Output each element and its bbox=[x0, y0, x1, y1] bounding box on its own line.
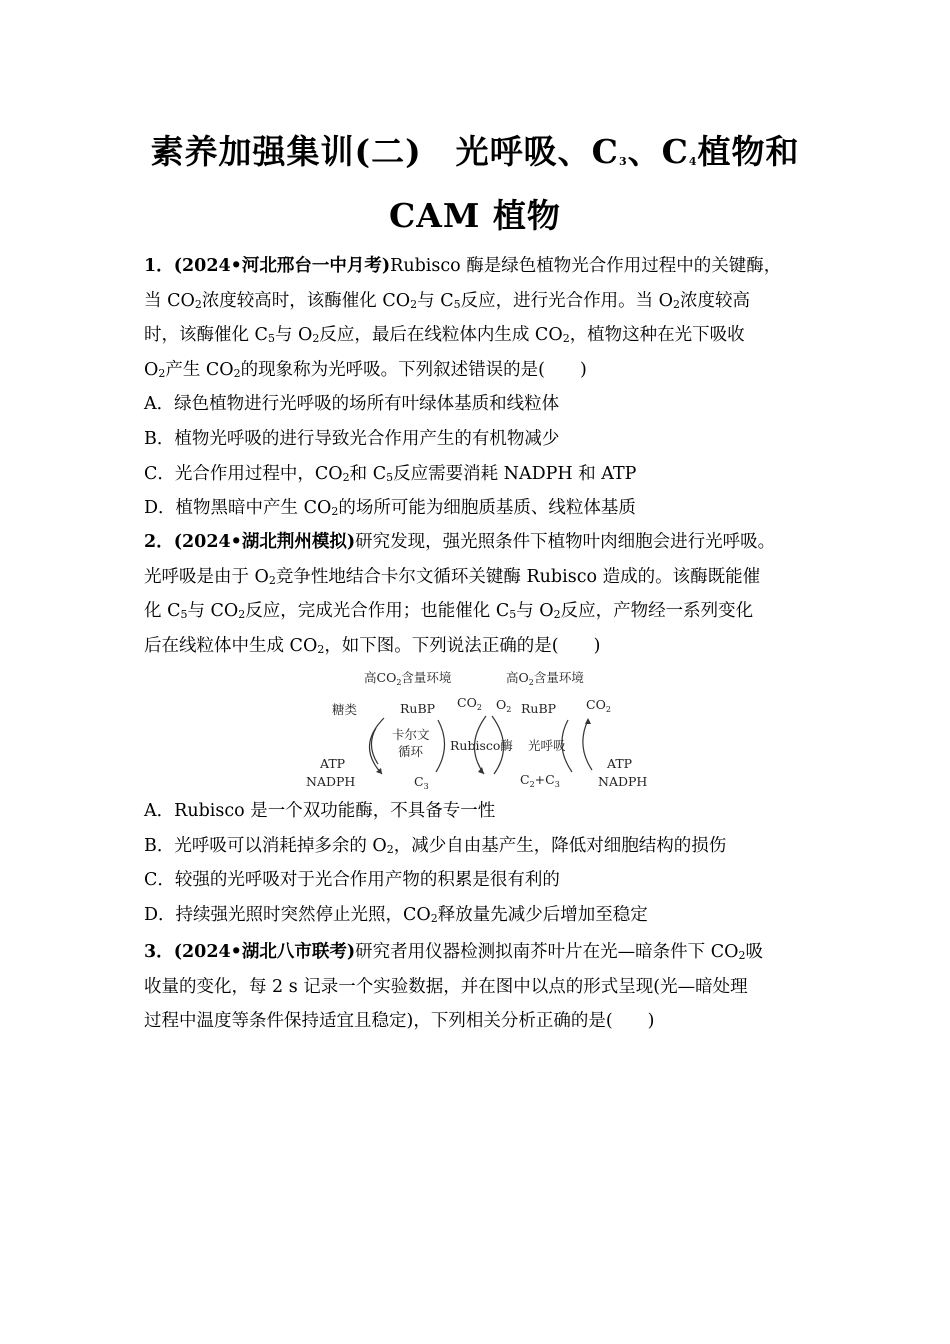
page-title-line-1: 素养加强集训(二) 光呼吸、$C_3$、$C_4$植物和 bbox=[150, 132, 800, 171]
high-co2-label: 高$CO_2$含量环境 bbox=[364, 670, 452, 687]
q1-line-3: 时，该酶催化 $C_5$与 $O_2$反应，最后在线粒体内生成 $CO_2$，植物这种在光下吸收 bbox=[144, 325, 745, 346]
atp-right-label: ATP bbox=[607, 756, 633, 771]
q2-line-3: 化 $C_5$与 $CO_2$反应，完成光合作用；也能催化 $C_5$与 $O_2$反应，产物经一系列变化 bbox=[144, 601, 754, 622]
rubp-right-label: RuBP bbox=[521, 701, 557, 716]
arrowhead-left bbox=[376, 768, 382, 774]
q1-line-1: 1．(2024•河北邢台一中月考)Rubisco 酶是绿色植物光合作用过程中的关键酶， bbox=[144, 256, 782, 276]
rubisco-label: Rubisco酶 bbox=[450, 738, 513, 753]
high-o2-label: 高$O_2$含量环境 bbox=[506, 670, 584, 687]
co2-mid-label: $CO_2$ bbox=[457, 695, 482, 712]
q1-line-2: 当 $CO_2$浓度较高时，该酶催化 $CO_2$与 $C_5$反应，进行光合作用。当 $O_2$浓度较高 bbox=[144, 290, 750, 311]
rubp-left-label: RuBP bbox=[400, 701, 436, 716]
q2-line-2: 光呼吸是由于 $O_2$竞争性地结合卡尔文循环关键酶 Rubisco 造成的。该酶既能催 bbox=[144, 566, 761, 587]
question-1 bbox=[144, 249, 824, 526]
nadph-right-label: NADPH bbox=[598, 774, 648, 789]
q1-option-a[interactable]: A．绿色植物进行光呼吸的场所有叶绿体基质和线粒体 bbox=[144, 394, 560, 415]
q2-option-b[interactable]: B．光呼吸可以消耗掉多余的 $O_2$，减少自由基产生，降低对细胞结构的损伤 bbox=[144, 835, 727, 856]
arc-calvin bbox=[436, 720, 445, 772]
q2-option-c[interactable]: C．较强的光呼吸对于光合作用产物的积累是很有利的 bbox=[144, 870, 560, 891]
o2-mid-label: $O_2$ bbox=[496, 697, 512, 714]
q3-line-2: 收量的变化，每 2 s 记录一个实验数据，并在图中以点的形式呈现(光—暗处理 bbox=[144, 976, 748, 997]
page-title-line-2: CAM 植物 bbox=[389, 196, 561, 235]
q3-line-1: 3．(2024•湖北八市联考)研究者用仪器检测拟南芥叶片在光—暗条件下 $CO_2$吸 bbox=[144, 942, 763, 962]
arc-right-outer bbox=[583, 720, 592, 770]
q1-option-b[interactable]: B．植物光呼吸的进行导致光合作用产生的有机物减少 bbox=[144, 428, 560, 449]
q2-line-1: 2．(2024•湖北荆州模拟)研究发现，强光照条件下植物叶肉细胞会进行光呼吸。 bbox=[144, 532, 776, 552]
photorespiration-label: 光呼吸 bbox=[528, 738, 566, 753]
co2-right-label: $CO_2$ bbox=[586, 697, 611, 714]
photorespiration-diagram bbox=[300, 662, 650, 794]
question-3 bbox=[144, 935, 824, 1039]
c3-label: $C_3$ bbox=[414, 774, 429, 791]
q2-line-4: 后在线粒体中生成 $CO_2$，如下图。下列说法正确的是( ) bbox=[144, 635, 601, 656]
q1-line-4: $O_2$产生 $CO_2$的现象称为光呼吸。下列叙述错误的是( ) bbox=[144, 359, 587, 380]
arrowhead-right bbox=[585, 718, 591, 724]
q3-line-3: 过程中温度等条件保持适宜且稳定)，下列相关分析正确的是( ) bbox=[144, 1011, 655, 1032]
q2-option-a[interactable]: A．Rubisco 是一个双功能酶，不具备专一性 bbox=[144, 801, 496, 821]
question-2 bbox=[144, 525, 824, 663]
q1-option-d[interactable]: D．植物黑暗中产生 $CO_2$的场所可能为细胞质基质、线粒体基质 bbox=[144, 498, 636, 519]
question-2-options bbox=[144, 794, 824, 932]
nadph-left-label: NADPH bbox=[306, 774, 356, 789]
q2-option-d[interactable]: D．持续强光照时突然停止光照，$CO_2$释放量先减少后增加至稳定 bbox=[144, 904, 648, 925]
c2c3-label: $C_2+C_3$ bbox=[520, 772, 560, 789]
q1-option-c[interactable]: C．光合作用过程中，$CO_2$和 $C_5$反应需要消耗 NADPH 和 ATP bbox=[144, 463, 637, 484]
sugar-label: 糖类 bbox=[332, 702, 358, 717]
calvin-cycle-label-1: 卡尔文 bbox=[392, 727, 430, 742]
atp-left-label: ATP bbox=[320, 756, 346, 771]
calvin-cycle-label-2: 循环 bbox=[398, 744, 424, 759]
arrowhead-rubisco bbox=[478, 767, 484, 774]
